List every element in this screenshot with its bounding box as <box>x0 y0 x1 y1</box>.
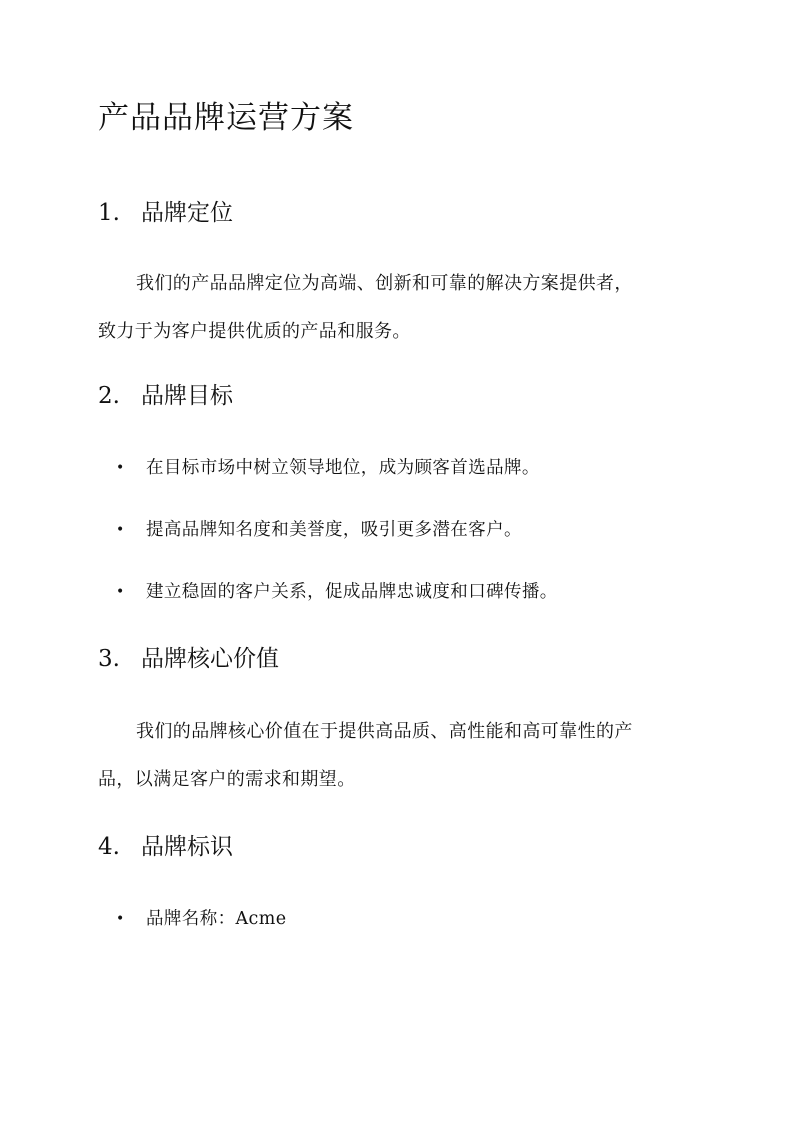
paragraph-line: 品，以满足客户的需求和期望。 <box>98 769 356 790</box>
section-title: 品牌目标 <box>141 383 233 409</box>
section-heading-identity <box>98 831 233 863</box>
section-title: 品牌定位 <box>141 200 233 226</box>
paragraph-line: 致力于为客户提供优质的产品和服务。 <box>98 321 411 342</box>
bullet-icon: • <box>116 522 125 538</box>
section-heading-core-values <box>98 643 279 675</box>
section-title: 品牌标识 <box>141 834 233 860</box>
section-heading-positioning <box>98 197 233 229</box>
bullet-icon: • <box>116 584 125 600</box>
list-item <box>116 516 522 544</box>
section-number: 3. <box>98 646 120 672</box>
list-item-text: 提高品牌知名度和美誉度，吸引更多潜在客户。 <box>146 520 522 540</box>
bullet-icon: • <box>116 460 125 476</box>
section-number: 2. <box>98 383 120 409</box>
list-item-text: 在目标市场中树立领导地位，成为顾客首选品牌。 <box>146 458 540 478</box>
list-item <box>116 454 540 482</box>
bullet-icon: • <box>116 911 125 927</box>
paragraph-line: 我们的品牌核心价值在于提供高品质、高性能和高可靠性的产 <box>136 721 633 742</box>
section-heading-goals <box>98 380 233 412</box>
list-item-text: 建立稳固的客户关系，促成品牌忠诚度和口碑传播。 <box>146 582 558 602</box>
document-title: 产品品牌运营方案 <box>98 100 354 136</box>
section-number: 4. <box>98 834 120 860</box>
paragraph-line: 我们的产品品牌定位为高端、创新和可靠的解决方案提供者， <box>136 273 633 294</box>
list-item-text: 品牌名称：Acme <box>146 909 287 929</box>
list-item <box>116 578 558 606</box>
section-title: 品牌核心价值 <box>141 646 279 672</box>
list-item <box>116 905 287 933</box>
section-number: 1. <box>98 200 120 226</box>
